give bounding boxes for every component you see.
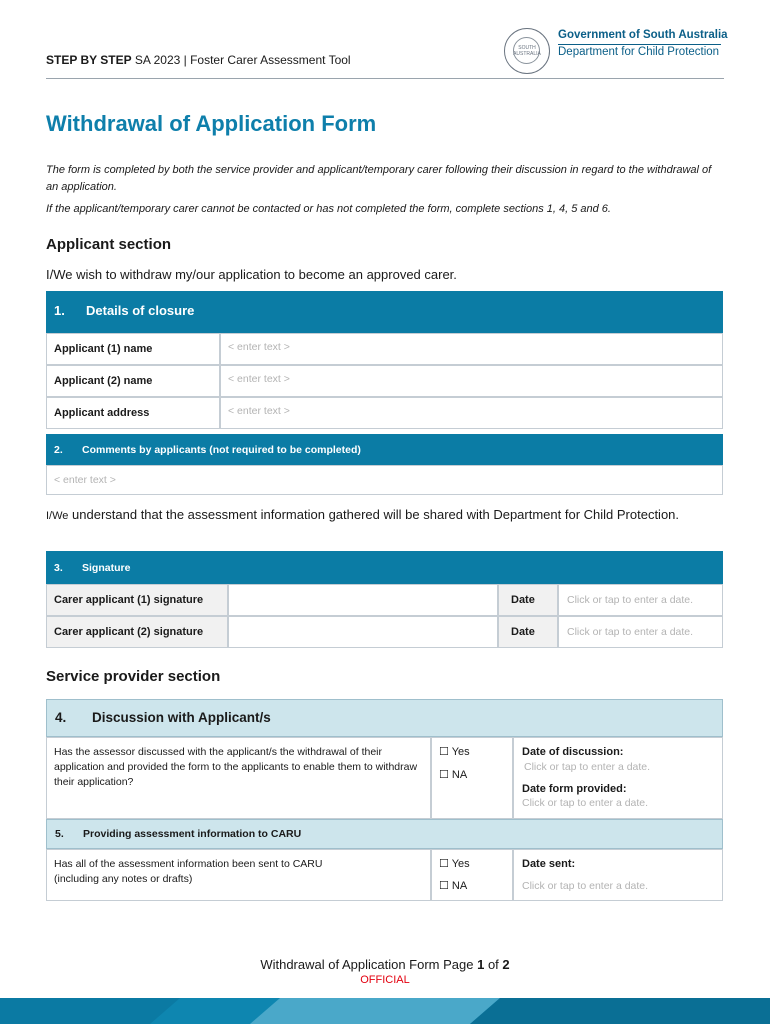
carer-1-date-placeholder: Click or tap to enter a date. bbox=[567, 594, 694, 606]
section-4-number: 4. bbox=[55, 710, 67, 725]
applicant-1-name-input[interactable] bbox=[220, 333, 723, 365]
footer-band-graphic bbox=[0, 998, 770, 1024]
header-divider bbox=[46, 78, 724, 79]
date-sent-picker[interactable]: Click or tap to enter a date. bbox=[522, 880, 649, 892]
carer-1-signature-field[interactable] bbox=[228, 584, 498, 616]
caru-yes-checkbox[interactable]: ☐ Yes bbox=[439, 858, 470, 870]
series-rest: SA 2023 | Foster Carer Assessment Tool bbox=[131, 53, 351, 67]
withdraw-statement: I/We wish to withdraw my/our application to become an approved carer. bbox=[46, 267, 457, 282]
section-3-title: Signature bbox=[82, 562, 131, 574]
section-3-header bbox=[46, 551, 723, 584]
caru-na-checkbox[interactable]: ☐ NA bbox=[439, 880, 468, 892]
section-2-header bbox=[46, 434, 723, 465]
intro-paragraph: The form is completed by both the service provider and applicant/temporary carer following their discussion in regard to the withdrawal of an application. bbox=[46, 164, 712, 193]
carer-1-date-picker[interactable] bbox=[558, 584, 723, 616]
discussion-na-checkbox[interactable]: ☐ NA bbox=[439, 769, 468, 781]
applicant-address-label: Applicant address bbox=[54, 407, 150, 419]
section-2-number: 2. bbox=[54, 444, 63, 456]
section-5-title: Providing assessment information to CARU bbox=[83, 828, 302, 840]
discussion-yes-checkbox[interactable]: ☐ Yes bbox=[439, 746, 470, 758]
south-australia-seal-icon bbox=[504, 28, 550, 74]
carer-2-date-label: Date bbox=[511, 626, 535, 638]
carer-2-date-picker[interactable] bbox=[558, 616, 723, 648]
page-footer bbox=[0, 957, 770, 972]
carer-2-date-label-cell bbox=[498, 616, 558, 648]
section-5-number: 5. bbox=[55, 828, 64, 840]
discussion-question-cell bbox=[46, 737, 431, 819]
applicant-1-name-label-cell bbox=[46, 333, 220, 365]
discussion-options-cell bbox=[431, 737, 513, 819]
footer-title: Withdrawal of Application Form Page bbox=[260, 957, 478, 972]
section-1-header bbox=[46, 291, 723, 333]
date-form-provided-label: Date form provided: bbox=[522, 783, 627, 795]
section-1-title: Details of closure bbox=[86, 303, 195, 318]
document-series bbox=[46, 53, 351, 67]
applicant-address-label-cell bbox=[46, 397, 220, 429]
government-title: Government of South Australia bbox=[558, 29, 728, 41]
department-name: Department for Child Protection bbox=[558, 46, 720, 58]
intro-instruction: If the applicant/temporary carer cannot be contacted or has not completed the form, complete sections 1, 4, 5 and 6. bbox=[46, 203, 611, 215]
seal-text: SOUTH AUSTRALIA bbox=[513, 45, 541, 57]
applicant-section-heading: Applicant section bbox=[46, 236, 172, 253]
footer-page-number: 1 bbox=[477, 957, 485, 972]
comments-placeholder: < enter text > bbox=[54, 474, 116, 486]
caru-date-cell bbox=[513, 849, 723, 901]
footer-page-total: 2 bbox=[502, 957, 510, 972]
classification-label: OFFICIAL bbox=[360, 974, 410, 986]
date-of-discussion-label: Date of discussion: bbox=[522, 746, 624, 758]
carer-1-signature-label: Carer applicant (1) signature bbox=[54, 594, 204, 606]
header-logo-divider bbox=[558, 44, 721, 45]
comments-input[interactable] bbox=[46, 465, 723, 495]
carer-2-signature-field[interactable] bbox=[228, 616, 498, 648]
carer-1-date-label: Date bbox=[511, 594, 535, 606]
carer-2-signature-label-cell bbox=[46, 616, 228, 648]
carer-2-date-placeholder: Click or tap to enter a date. bbox=[567, 626, 694, 638]
applicant-2-name-label-cell bbox=[46, 365, 220, 397]
date-sent-label: Date sent: bbox=[522, 858, 576, 870]
discussion-dates-cell bbox=[513, 737, 723, 819]
section-5-header bbox=[46, 819, 723, 849]
date-form-provided-picker[interactable]: Click or tap to enter a date. bbox=[522, 797, 649, 809]
applicant-1-name-placeholder: < enter text > bbox=[228, 341, 290, 353]
page-title: Withdrawal of Application Form bbox=[46, 111, 377, 136]
section-4-header bbox=[46, 699, 723, 737]
caru-question: Has all of the assessment information been sent to CARU (including any notes or drafts) bbox=[54, 858, 323, 885]
section-4-title: Discussion with Applicant/s bbox=[92, 710, 271, 725]
carer-2-signature-label: Carer applicant (2) signature bbox=[54, 626, 204, 638]
information-sharing-statement bbox=[46, 504, 726, 527]
footer-of: of bbox=[484, 957, 503, 972]
carer-1-date-label-cell bbox=[498, 584, 558, 616]
series-bold: STEP BY STEP bbox=[46, 53, 132, 67]
section-1-number: 1. bbox=[54, 303, 65, 318]
applicant-address-placeholder: < enter text > bbox=[228, 405, 290, 417]
applicant-address-input[interactable] bbox=[220, 397, 723, 429]
section-2-title: Comments by applicants (not required to be completed) bbox=[82, 444, 361, 456]
discussion-question: Has the assessor discussed with the applicant/s the withdrawal of their application and provided the form to the applicants to enable them to withdraw their application? bbox=[54, 746, 418, 788]
applicant-2-name-input[interactable] bbox=[220, 365, 723, 397]
section-3-number: 3. bbox=[54, 562, 63, 574]
service-provider-section-heading: Service provider section bbox=[46, 668, 221, 685]
statement-text: understand that the assessment information gathered will be shared with Department for Child Protection. bbox=[68, 507, 680, 522]
carer-1-signature-label-cell bbox=[46, 584, 228, 616]
applicant-1-name-label: Applicant (1) name bbox=[54, 343, 153, 355]
caru-question-cell bbox=[46, 849, 431, 901]
date-of-discussion-picker[interactable]: Click or tap to enter a date. bbox=[524, 761, 651, 773]
applicant-2-name-label: Applicant (2) name bbox=[54, 375, 153, 387]
statement-prefix: I/We bbox=[46, 510, 69, 522]
applicant-2-name-placeholder: < enter text > bbox=[228, 373, 290, 385]
caru-options-cell bbox=[431, 849, 513, 901]
